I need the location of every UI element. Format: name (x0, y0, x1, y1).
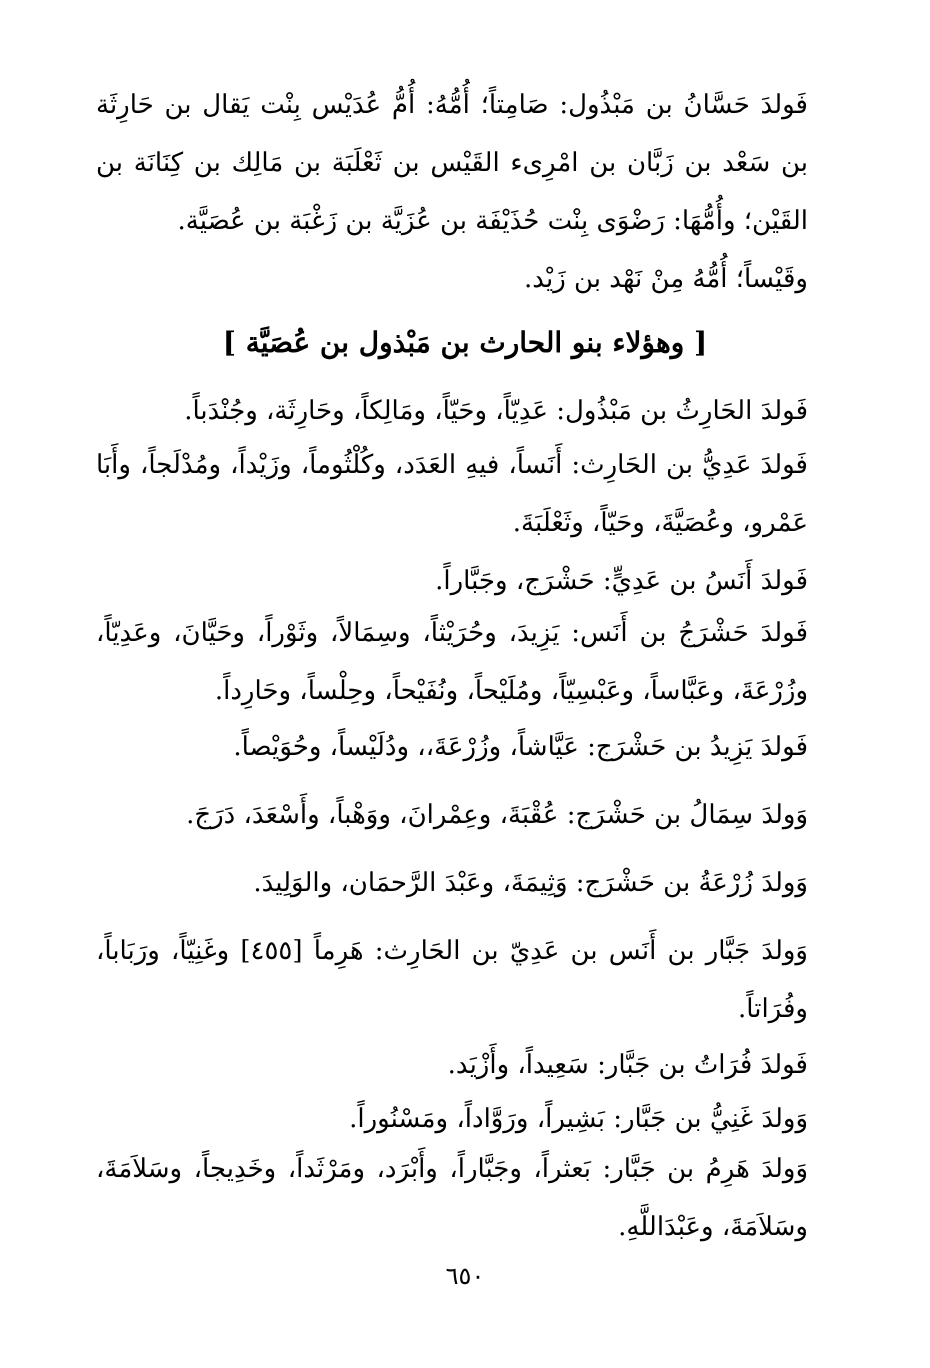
paragraph-simal: وَولدَ سِمَالُ بن حَشْرَج: عُقْبَةَ، وعِمْرانَ، ووَهْباً، وأَسْعَدَ، دَرَجَ. (186, 800, 808, 830)
paragraph-hassan: فَولدَ حَسَّانُ بن مَبْذُول: صَامِتاً؛ أُمُّهُ: أُمُّ عُدَيْس بِنْت يَقال بن حَارِثَة بن سَعْد بن زَبَّان بن امْرِىء القَيْس بن ثَعْلَبَة بن مَالِك بن كِنَانَة بن القَيْن؛ وأُمُّهَا: رَضْوَى بِنْت حُذَيْفَة بن عُزَيَّة بن زَغْبَة بن عُصَيَّة. (96, 90, 808, 236)
section-heading: [ وهؤلاء بنو الحارث بن مَبْذول بن عُصَيَّة ] (222, 326, 708, 359)
paragraph-adi: فَولدَ عَدِيُّ بن الحَارِث: أَنَساً، فيهِ العَدَد، وكُلْثُوماً، وزَيْداً، ومُدْلَجاً، وأَبَا عَمْرو، وعُصَيَّةَ، وحَيّاً، وثَعْلَبَةَ. (96, 450, 808, 538)
paragraph-jabbar: وَولدَ جَبَّار بن أَنَس بن عَدِيّ بن الحَارِث: هَرِماً [٤٥٥] وغَنِيّاً، ورَبَاباً، وفُرَاتاً. (96, 936, 808, 1024)
paragraph-anas: فَولدَ أَنَسُ بن عَدِيٍّ: حَشْرَج، وجَبَّاراً. (435, 566, 808, 596)
paragraph-zura: وَولدَ زُرْعَةُ بن حَشْرَج: وَثِيمَةَ، وعَبْدَ الرَّحمَان، والوَلِيدَ. (253, 868, 808, 898)
paragraph-hashraj: فَولدَ حَشْرَجُ بن أَنَس: يَزِيدَ، وحُرَيْثاً، وسِمَالاً، وثَوْراً، وحَيَّانَ، وعَدِيّاً، وزُرْعَةَ، وعَبَّاساً، وعَبْسِيّاً، ومُلَيْحاً، ونُفَيْحاً، وحِلْساً، وحَارِداً. (96, 618, 808, 706)
page-number: ٦٥٠ (445, 1262, 485, 1290)
paragraph-harith: فَولدَ الحَارِثُ بن مَبْذُول: عَدِيّاً، وحَيّاً، ومَالِكاً، وحَارِثَة، وجُنْدَباً. (184, 396, 808, 426)
paragraph-ghani: وَولدَ غَنِيُّ بن جَبَّار: بَشِيراً، ورَوَّاداً، ومَسْنُوراً. (349, 1104, 808, 1134)
paragraph-harim: وَولدَ هَرِمُ بن جَبَّار: بَعثراً، وجَبَّاراً، وأَبْرَد، ومَرْثَداً، وخَدِيجاً، وسَلاَمَةَ، وسَلاَمَةَ، وعَبْدَاللَّهِ. (96, 1154, 808, 1242)
paragraph-furat: فَولدَ فُرَاتُ بن جَبَّار: سَعِيداً، وأَزْيَد. (447, 1050, 808, 1080)
paragraph-yazid: فَولدَ يَزِيدُ بن حَشْرَج: عَيَّاشاً، وزُرْعَةَ،، ودُلَيْساً، وحُوَيْصاً. (233, 732, 808, 762)
paragraph-qays: وقَيْساً؛ أُمُّهُ مِنْ نَهْد بن زَيْد. (524, 264, 808, 294)
